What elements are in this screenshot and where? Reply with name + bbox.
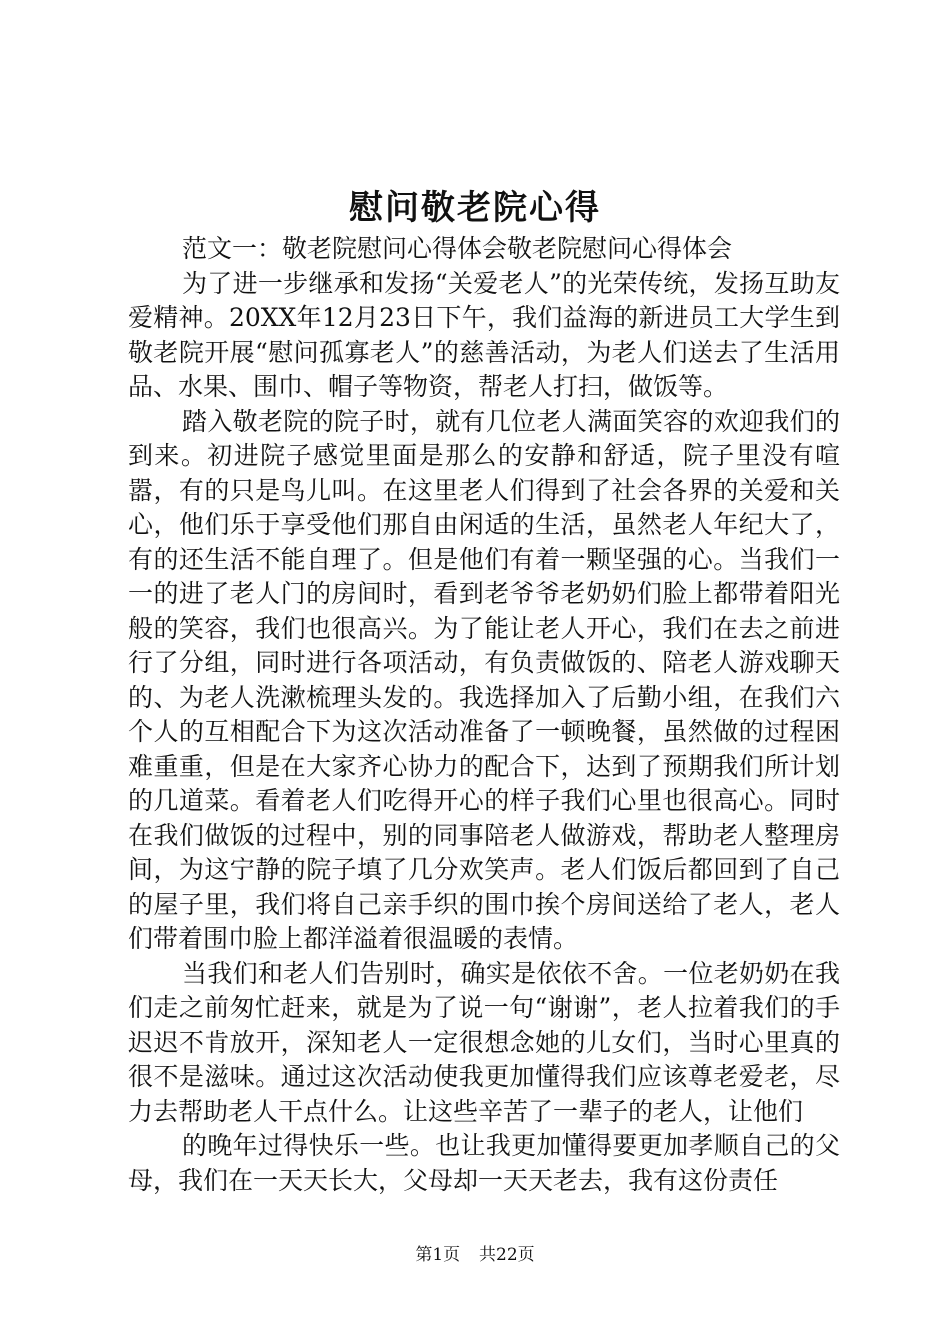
paragraph: 当我们和老人们告别时，确实是依依不舍。一位老奶奶在我们走之前匆忙赶来，就是为了说一句“谢谢”，老人拉着我们的手迟迟不肯放开，深知老人一定很想念她的儿女们，当时心里真的很不是滋味。通过这次活动使我更加懂得我们应该尊老爱老，尽力去帮助老人干点什么。让这些辛苦了一辈子的老人，让他们 [128,958,840,1126]
page-footer [0,1243,950,1267]
paragraph: 的晚年过得快乐一些。也让我更加懂得要更加孝顺自己的父母，我们在一天天长大，父母却一天天老去，我有这份责任 [128,1131,840,1195]
document-title: 慰问敬老院心得 [349,188,601,228]
page-total: 共22页 [479,1245,535,1265]
paragraph: 踏入敬老院的院子时，就有几位老人满面笑容的欢迎我们的到来。初进院子感觉里面是那么的安静和舒适，院子里没有喧嚣，有的只是鸟儿叫。在这里老人们得到了社会各界的关爱和关心，他们乐于享受他们那自由闲适的生活，虽然老人年纪大了，有的还生活不能自理了。但是他们有着一颗坚强的心。当我们一一的进了老人门的房间时，看到老爷爷老奶奶们脸上都带着阳光般的笑容，我们也很高兴。为了能让老人开心，我们在去之前进行了分组，同时进行各项活动，有负责做饭的、陪老人游戏聊天的、为老人洗漱梳理头发的。我选择加入了后勤小组，在我们六个人的互相配合下为这次活动准备了一顿晚餐，虽然做的过程困难重重，但是在大家齐心协力的配合下，达到了预期我们所计划的几道菜。看着老人们吃得开心的样子我们心里也很高心。同时在我们做饭的过程中，别的同事陪老人做游戏，帮助老人整理房间，为这宁静的院子填了几分欢笑声。老人们饭后都回到了自己的屋子里，我们将自己亲手织的围巾挨个房间送给了老人，老人们带着围巾脸上都洋溢着很温暖的表情。 [128,406,840,953]
paragraph: 为了进一步继承和发扬“关爱老人”的光荣传统，发扬互助友爱精神。20XX年12月23日下午，我们益海的新进员工大学生到敬老院开展“慰问孤寡老人”的慈善活动，为老人们送去了生活用品、水果、围巾、帽子等物资，帮老人打扫，做饭等。 [128,268,840,401]
document-body [128,232,840,1198]
page-number: 第1页 [415,1245,461,1265]
paragraph-subtitle: 范文一：敬老院慰问心得体会敬老院慰问心得体会 [182,234,733,263]
